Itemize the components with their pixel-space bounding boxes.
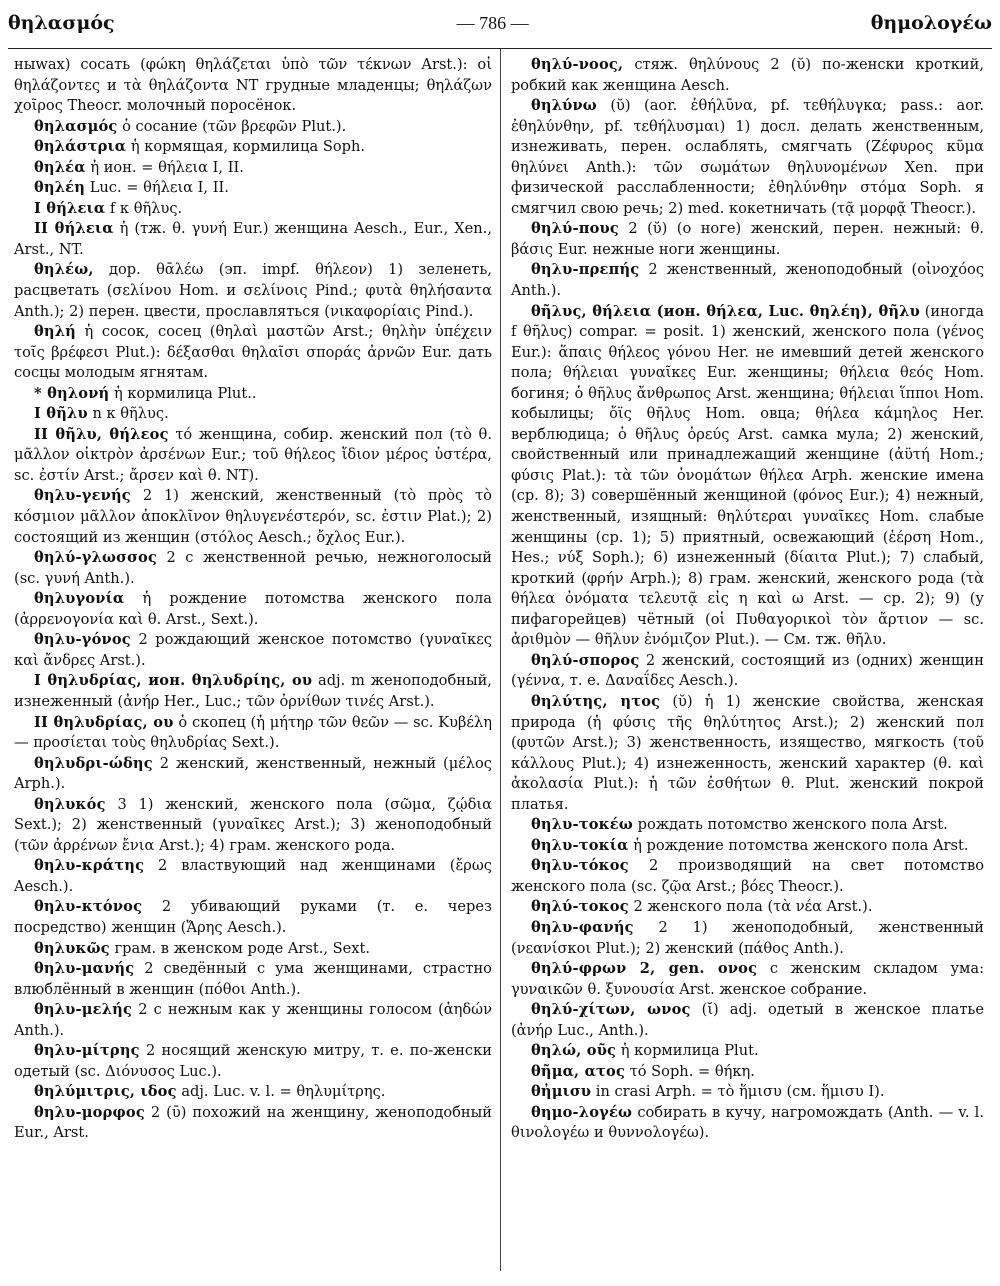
dictionary-entry	[511, 856, 984, 897]
page-number: — 786 —	[456, 13, 529, 33]
dictionary-entry	[14, 486, 492, 548]
entry-definition: стяж. θηλύνους 2 (ῠ) по-женски кроткий, робкий как женщина Aesch.	[510, 56, 985, 94]
text-columns	[8, 49, 992, 1271]
dictionary-entry	[511, 55, 984, 96]
entry-definition: 2 женский, состоящий из (одних) женщин (γέννα, т. е. Δαναΐδες Aesch.).	[510, 651, 985, 690]
entry-headword: θηλυκῶς	[34, 939, 110, 957]
dictionary-entry	[14, 671, 492, 712]
entry-headword: θηλυ-μίτρης	[34, 1042, 140, 1060]
entry-definition: 3 1) женский, женского пола (σῶμα, ζῴδια Sext.); 2) женственный (γυναῖκες Arst.); 3) женоподобный (τῶν ἀρρένων ἔνια Arst.); 4) грам. женского рода.	[14, 795, 492, 854]
dictionary-entry	[511, 1000, 984, 1041]
right-column	[500, 49, 992, 1271]
entry-headword: θηλύ-γλωσσος	[34, 549, 158, 567]
left-running-headword: θηλασμός	[8, 12, 115, 34]
dictionary-entry	[14, 404, 492, 425]
dictionary-entry	[14, 384, 492, 405]
dictionary-entry	[14, 939, 492, 960]
entry-headword: θηλυ-φανής	[530, 918, 634, 936]
entry-definition: 2 сведённый с ума женщинами, страстно влюблённый в женщин (πόθοι Anth.).	[14, 960, 492, 998]
entry-headword: θηλύμιτρις, ιδος	[34, 1083, 177, 1101]
dictionary-entry	[511, 692, 984, 815]
dictionary-entry	[511, 651, 984, 692]
dictionary-entry	[511, 1041, 984, 1062]
dictionary-entry	[14, 754, 492, 795]
entry-definition: грам. в женском роде Arst., Sext.	[114, 939, 371, 957]
entry-definition: ὁ сосание (τῶν βρεφῶν Plut.).	[122, 117, 347, 135]
entry-definition: 2 с нежным как у женщины голосом (ἀηδών Anth.).	[14, 1001, 492, 1039]
entry-headword: θηλυ-τοκία	[530, 836, 629, 854]
entry-definition: adj. m женоподобный, изнеженный (ἀνήρ Her., Luc.; τῶν ὀρνίθων τινές Arst.).	[14, 672, 492, 710]
dictionary-entry	[511, 260, 984, 301]
dictionary-entry	[511, 836, 984, 857]
dictionary-entry	[14, 959, 492, 1000]
entry-headword: I θηλυδρίας, ион. θηλυδρίης, ου	[34, 672, 313, 690]
entry-headword: * θηλονή	[34, 384, 110, 402]
entry-headword: II θῆλυ, θήλεος	[34, 425, 169, 443]
dictionary-entry	[14, 137, 492, 158]
dictionary-entry	[14, 178, 492, 199]
dictionary-entry	[14, 795, 492, 857]
entry-headword: θηλύ-νοος,	[530, 56, 624, 73]
entry-headword: θηλύ-φρων 2, gen. ονος	[530, 960, 758, 978]
dictionary-entry	[14, 1000, 492, 1041]
dictionary-entry	[14, 589, 492, 630]
entry-headword: θηλή	[34, 323, 76, 341]
entry-definition: собирать в кучу, нагромождать (Anth. — v. l. θινολογέω и θυννολογέω).	[510, 1103, 984, 1142]
entry-definition: (иногда f θῆλυς) compar. = posit. 1) женский, женского пола (γένος Eur.): ἅπαις θήλεος γόνου Her. не имевший детей женского пола; θήλειαι γυναῖκες Eur. женщины; θήλεια θεός Hom. богиня; ὁ θῆλυς ἄνθρωπος Arst. женщина; θήλειαι ἵπποι Hom. кобылицы; ὄϊς θῆλυς Hom. овца; θήλεα κάμηλος Her. верблюдица; ὁ θῆλυς ὀρεύς Arst. самка мула; 2) женский, свойственный или принадлежащий женщине (ἀϋτή Hom.; φύσις Plat.): τὰ τῶν ὀνομάτων θήλεα Arph. женские имена (ср. 8); 3) совершённый женщиной (φόνος Eur.); 4) нежный, женственный, изящный: θηλύτεραι γυναῖκες Hom. слабые женщины (ср. 1); 5) приятный, освежающий (ἐέρση Hom., Hes.; νύξ Soph.); 6) изнеженный (δίαιτα Plut.); 7) слабый, кроткий (φρήν Arph.); 8) грам. женский, женского рода (τὰ θήλεα ὀνόματα τελευτᾷ εἰς η καὶ ω Arst. — ср. 2); 9) (у пифагорейцев) чётный (οἱ Πυθαγορικοὶ τὸν ἄρτιον — sc. ἀριθμὸν — θῆλυν ἐνόμιζον Plut.). — См. тж. θῆλυ.	[510, 302, 984, 649]
entry-definition: дор. θᾱλέω (эп. impf. θήλεον) 1) зеленеть, расцветать (σελίνου Hom. и σελίνοις Pind.; φυτὰ θηλήσαντα Anth.); 2) перен. цвести, прославляться (νικαφορίαις Pind.).	[14, 261, 492, 320]
entry-headword: θηλυ-τοκέω	[530, 816, 633, 834]
dictionary-entry	[14, 630, 492, 671]
dictionary-entry	[14, 55, 492, 117]
entry-definition: ἡ рождение потомства женского пола Arst.	[633, 836, 969, 854]
entry-definition: (ῠ) ἡ 1) женские свойства, женская природа (ἡ φύσις τῆς θηλύτητος Arst.); 2) женский пол (φυτῶν Arst.); 3) женственность, изящество, мягкость (τοῦ κάλλους Plut.); 4) изнеженность, женский характер (θ. καὶ ἀκολασία Plut.): ἡ τῶν ἐσθήτων θ. Plut. женский покрой платья.	[510, 692, 984, 813]
dictionary-entry	[14, 425, 492, 487]
entry-definition: (ῐ) adj. одетый в женское платье (ἀνήρ Luc., Anth.).	[510, 1001, 984, 1039]
entry-definition: 2 (ῠ) (о ноге) женский, перен. нежный: θ. βάσις Eur. нежные ноги женщины.	[510, 220, 984, 258]
entry-definition: ἡ (тж. θ. γυνή Eur.) женщина Aesch., Eur., Xen., Arst., NT.	[14, 220, 492, 258]
entry-headword: θηλάστρια	[34, 138, 127, 156]
entry-headword: θηλυ-μορφος	[34, 1103, 145, 1121]
dictionary-entry	[14, 1041, 492, 1082]
dictionary-entry	[511, 96, 984, 219]
entry-definition: 2 властвующий над женщинами (ἔρως Aesch.).	[14, 857, 492, 895]
dictionary-entry	[511, 302, 984, 651]
entry-headword: θηλύ-χίτων, ωνος	[530, 1001, 691, 1019]
entry-headword: θηλασμός	[34, 117, 118, 135]
entry-headword: θηλύ-τοκος	[530, 898, 629, 916]
entry-headword: I θῆλυ	[34, 405, 88, 423]
dictionary-entry	[14, 199, 492, 220]
entry-definition: 2 женский, женственный, нежный (μέλος Arph.).	[14, 754, 492, 793]
entry-definition: in crasi Arph. = τὸ ἥμισυ (см. ἥμισυ I).	[595, 1083, 885, 1101]
entry-definition: ἡ рождение потомства женского пола (ἀρρενογονία καὶ θ. Arst., Sext.).	[14, 590, 492, 628]
entry-definition: ὁ скопец (ἡ μήτηρ τῶν θεῶν — sc. Κυβέλη — προσίεται τοὺς θηλυδρίας Sext.).	[14, 713, 492, 752]
entry-headword: θηλύτης, ητος	[530, 692, 661, 710]
entry-headword: θῆμα, ατος	[530, 1062, 626, 1080]
entry-headword: θηλυ-γενής	[34, 487, 131, 505]
entry-definition: ἡ кормилица Plut.	[620, 1042, 759, 1060]
entry-headword: θηλυ-κράτης	[34, 857, 145, 875]
dictionary-entry	[14, 1082, 492, 1103]
dictionary-entry	[511, 1103, 984, 1144]
entry-definition: ἡ кормящая, кормилица Soph.	[130, 138, 365, 156]
entry-headword: II θηλυδρίας, ου	[34, 713, 174, 731]
dictionary-entry	[511, 1062, 984, 1083]
entry-definition: 2 (ῡ) похожий на женщину, женоподобный Eur., Arst.	[14, 1103, 492, 1142]
entry-definition: n к θῆλυς.	[92, 405, 169, 423]
right-running-headword: θημολογέω	[870, 12, 992, 34]
entry-definition: τό Soph. = θήκη.	[629, 1062, 755, 1080]
entry-headword: I θήλεια	[34, 199, 106, 217]
entry-definition: (ῠ) (aor. ἐθήλῡνα, pf. τεθήλυγκα; pass.: aor. ἐθηλύνθην, pf. τεθήλυσμαι) 1) досл. делать женственным, изнеживать, перен. ослаблять, смягчать (Ζέφυρος κῦμα θηλύνει Anth.): τῶν σωμάτων θηλυνομένων Xen. при физической расслабленности; ἐθηλύνθην στόμα Soph. я смягчил свою речь; 2) med. кокетничать (τᾷ μορφᾷ Theocr.).	[510, 97, 985, 217]
dictionary-entry	[14, 1103, 492, 1144]
entry-headword: θηλυδρι-ώδης	[34, 754, 153, 772]
dictionary-entry	[511, 959, 984, 1000]
entry-headword: θηλώ, οῦς	[530, 1042, 617, 1060]
entry-headword: θηλυ-μελής	[34, 1001, 133, 1019]
entry-headword: θηλυ-γόνος	[34, 631, 131, 649]
entry-headword: θηλυ-τόκος	[530, 857, 629, 875]
entry-headword: θηλέα	[34, 158, 86, 176]
entry-definition: τό женщина, собир. женский пол (τὸ θ. μᾶλλον οἰκτρὸν ἀρσένων Eur.; τοῦ θήλεος ἴδιον μέρος ὑστέρα, sc. ἐστίν Arst.; ἄρσεν καὶ θ. NT).	[14, 425, 492, 484]
dictionary-entry	[511, 918, 984, 959]
dictionary-entry	[511, 219, 984, 260]
entry-definition: 2 убивающий руками (т. е. через посредство) женщин (Ἄρης Aesch.).	[14, 898, 492, 936]
entry-headword: θηλύνω	[530, 97, 597, 115]
entry-headword: θηλυ-κτόνος	[34, 898, 143, 916]
entry-definition: 2 женского пола (τὰ νέα Arst.).	[633, 898, 873, 916]
entry-definition: Luc. = θήλεια I, II.	[89, 179, 229, 197]
entry-headword: θῆλυς, θήλεια (ион. θήλεα, Luc. θηλέη), θῆλυ	[530, 302, 920, 320]
entry-definition: 2 носящий женскую митру, т. е. по-женски одетый (sc. Διόνυσος Luc.).	[14, 1042, 492, 1080]
entry-definition: ἡ сосок, сосец (θηλαὶ μαστῶν Arst.; θηλὴν ὑπέχειν τοῖς βρέφεσι Plut.): δέξασθαι θηλαῖσι σποράς ἀρνῶν Eur. дать сосцы молодым ягнятам.	[14, 323, 492, 382]
entry-definition: 2 женственный, женоподобный (οἰνοχόος Anth.).	[510, 261, 984, 300]
dictionary-entry	[14, 260, 492, 322]
entry-headword: θηλυ-πρεπής	[530, 261, 640, 279]
dictionary-entry	[14, 856, 492, 897]
dictionary-entry	[511, 1082, 984, 1103]
entry-headword: θηλύ-πους	[530, 220, 619, 238]
page-header	[8, 12, 992, 49]
dictionary-entry	[511, 897, 984, 918]
entry-definition: рождать потомство женского пола Arst.	[637, 816, 948, 834]
dictionary-entry	[14, 117, 492, 138]
entry-definition: 2 рождающий женское потомство (γυναῖκες καὶ ἄνδρες Arst.).	[14, 631, 492, 669]
entry-headword: θηλυγονία	[34, 590, 125, 608]
entry-definition: 2 1) женоподобный, женственный (νεανίσκοι Plut.); 2) женский (πάθος Anth.).	[510, 918, 985, 957]
dictionary-entry	[14, 322, 492, 384]
dictionary-entry	[511, 815, 984, 836]
dictionary-entry	[14, 548, 492, 589]
left-column	[8, 49, 500, 1271]
entry-definition: ἡ ион. = θήλεια I, II.	[90, 158, 244, 176]
entry-definition: 2 производящий на свет потомство женского пола (sc. ζῷα Arst.; βόες Theocr.).	[510, 857, 984, 895]
entry-definition: с женским складом ума: γυναικῶν θ. ξυνουσία Arst. женское собрание.	[510, 960, 984, 998]
dictionary-entry	[14, 158, 492, 179]
entry-headword: II θήλεια	[34, 220, 114, 238]
entry-headword: θημο-λογέω	[530, 1103, 633, 1121]
entry-headword: θηλέω,	[34, 261, 94, 279]
entry-definition: adj. Luc. v. l. = θηλυμίτρης.	[181, 1083, 386, 1101]
entry-definition: ныwax) сосать (φώκη θηλάζεται ὑπὸ τῶν τέκνων Arst.): οἱ θηλάζοντες и τὰ θηλάζοντα NT грудные младенцы; θηλάζων χοῖρος Theocr. молочный поросёнок.	[14, 56, 492, 115]
entry-headword: θηλέη	[34, 179, 86, 197]
dictionary-entry	[14, 219, 492, 260]
dictionary-entry	[14, 897, 492, 938]
entry-definition: 2 1) женский, женственный (τὸ πρὸς τὸ κόσμιον μᾶλλον ἀποκλῖνον θηλυγενέστερόν, sc. ἐστιν Plat.); 2) состоящий из женщин (στόλος Aesch.; ὄχλος Eur.).	[14, 487, 492, 546]
entry-definition: f к θῆλυς.	[109, 199, 183, 217]
entry-headword: θηλυ-μανής	[34, 960, 135, 978]
entry-definition: 2 с женственной речью, нежноголосый (sc. γυνή Anth.).	[14, 549, 492, 587]
entry-headword: θηλύ-σπορος	[530, 651, 640, 669]
entry-headword: θηλυκός	[34, 795, 106, 813]
entry-definition: ἡ кормилица Plut..	[114, 384, 257, 402]
entry-headword: θἠμισυ	[530, 1083, 592, 1101]
dictionary-entry	[14, 713, 492, 754]
